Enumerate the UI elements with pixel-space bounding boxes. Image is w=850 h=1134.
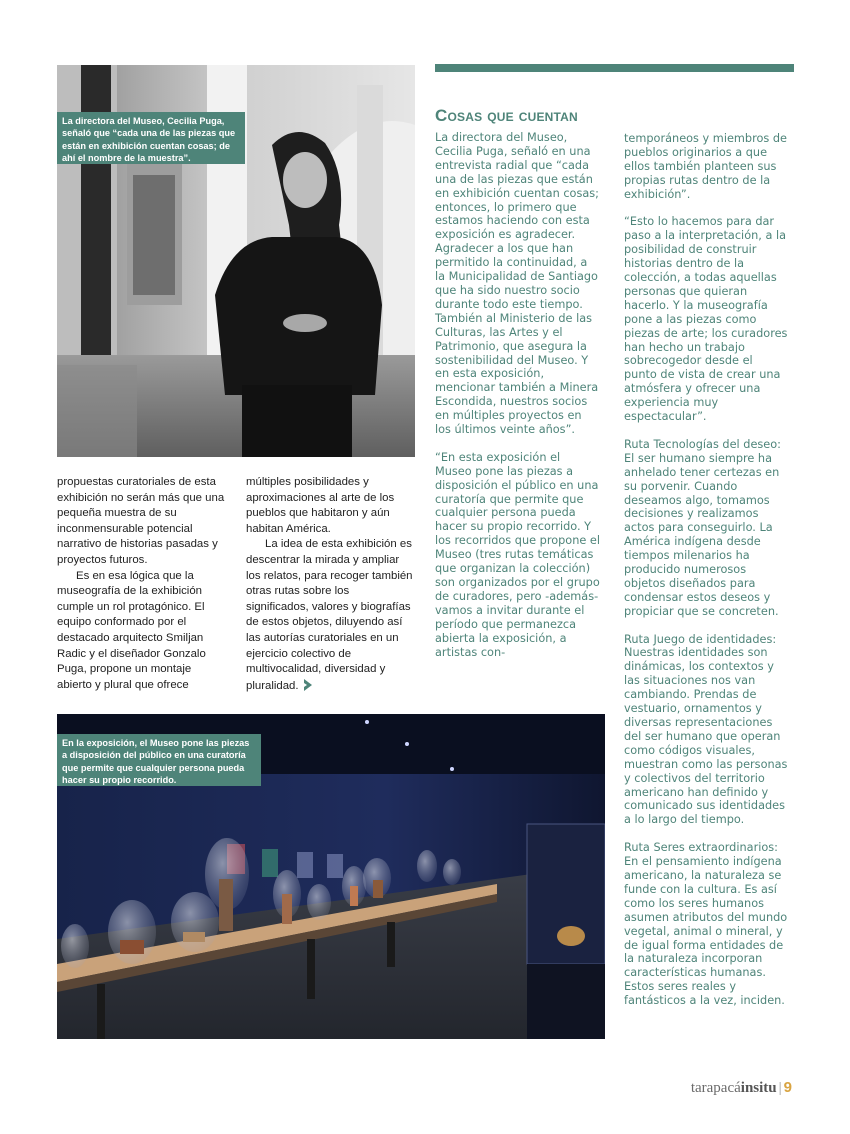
director-photo-caption: La directora del Museo, Cecilia Puga, señaló que “cada una de las piezas que están en exhibición cuentan cosas; de ahí el nombre de la muestra”. [57, 112, 245, 164]
body-paragraph: temporáneos y miembros de pueblos originarios a que ellos también planteen sus propias rutas dentro de la exhibición”. [624, 132, 787, 201]
page-footer [691, 1079, 792, 1097]
route-paragraph: Ruta Seres extraordinarios: En el pensamiento indígena americano, la naturaleza se funde con la cultura. Es así como los seres humanos asumen atributos del mundo vegetal, animal o mineral, y de igual forma entidades de la naturaleza incorporan características humanas. Estos seres reales y fantásticos a la vez, inciden. [624, 841, 788, 1008]
body-paragraph-text: La idea de esta exhibición es descentrar la mirada y ampliar los relatos, para recoger también otras rutas sobre los significados, valores y biografías de estos objetos, diluyendo así las autorías curatoriales en un ejercicio colectivo de multivocalidad, diversidad y pluralidad. [246, 538, 413, 692]
body-paragraph: múltiples posibilidades y aproximaciones al arte de los pueblos que habitaron y aún habitan América. [246, 476, 395, 535]
page-number: 9 [783, 1079, 792, 1096]
body-paragraph: “En esta exposición el Museo pone las piezas a disposición el público en una curatoría que permite que cualquier persona pueda hacer su propio recorrido. Y los recorridos que propone el Museo (tres rutas temáticas que organizan la colección) son organizados por el grupo de curadores, pero -además- vamos a invitar durante el período que permanezca abierta la exposición, a artistas con- [435, 450, 601, 659]
body-column-1 [57, 475, 227, 693]
body-paragraph: La directora del Museo, Cecilia Puga, señaló en una entrevista radial que “cada una de las piezas que están en exhibición cuentan cosas; entonces, lo primero que estamos haciendo con esta exposición es agradecer. Agradecer a los que han permitido la continuidad, a la Municipalidad de Santiago que ha sido nuestro socio durante todo este tiempo. También al Ministerio de las Culturas, las Artes y el Patrimonio, que asegura la sostenibilidad del Museo. Y en esta exposición, mencionar también a Minera Escondida, nuestros socios en múltiples proyectos en los últimos veinte años”. [435, 131, 599, 437]
section-title: Cosas que cuentan [435, 106, 578, 125]
body-paragraph [246, 537, 414, 694]
body-paragraph: “Esto lo hacemos para dar paso a la interpretación, a la posibilidad de construir historias dentro de la colección, a todas aquellas personas que quieran hacerlo. Y la museografía pone a las piezas como piezas de arte; los curadores han hecho un trabajo sobrecogedor desde el punto de vista de crear una atmósfera y ofrecer una experiencia muy espectacular”. [624, 215, 788, 424]
footer-brand-bold: insitu [740, 1080, 777, 1096]
route-paragraph: Ruta Tecnologías del deseo: El ser humano siempre ha anhelado tener certezas en su porvenir. Cuando deseamos algo, tomamos decisiones y realizamos actos para conseguirlo. La América indígena desde tiempos milenarios ha producido numerosos objetos diseñados para condensar estos deseos y propiciar que se concreten. [624, 437, 781, 618]
body-column-3 [435, 131, 600, 673]
footer-brand-regular: tarapacá [690, 1080, 741, 1096]
footer-separator: | [778, 1080, 782, 1096]
body-paragraph: Es en esa lógica que la museografía de la exhibición cumple un rol protagónico. El equipo conformado por el destacado arquitecto Smiljan Radic y el diseñador Gonzalo Puga, propone un montaje abierto y plural que ofrece [57, 569, 206, 691]
body-paragraph: propuestas curatoriales de esta exhibición no serán más que una pequeña muestra de su inconmensurable potencial narrativo de historias pasadas y proyectos futuros. [57, 476, 225, 566]
continue-chevron-icon [302, 678, 314, 692]
exhibition-photo-caption: En la exposición, el Museo pone las piezas a disposición del público en una curatoría que permite que cualquier persona pueda hacer su propio recorrido. [57, 734, 261, 786]
body-column-4 [624, 132, 789, 1022]
body-column-2 [246, 475, 414, 694]
section-top-rule [435, 64, 794, 72]
route-paragraph: Ruta Juego de identidades: Nuestras identidades son dinámicas, los contextos y las situaciones nos van cambiando. Prendas de vestuario, ornamentos y diversas representaciones del ser humano que operan como códigos visuales, muestran como las personas y colectivos del territorio americano han definido y comunicado sus identidades a lo largo del tiempo. [624, 632, 788, 827]
